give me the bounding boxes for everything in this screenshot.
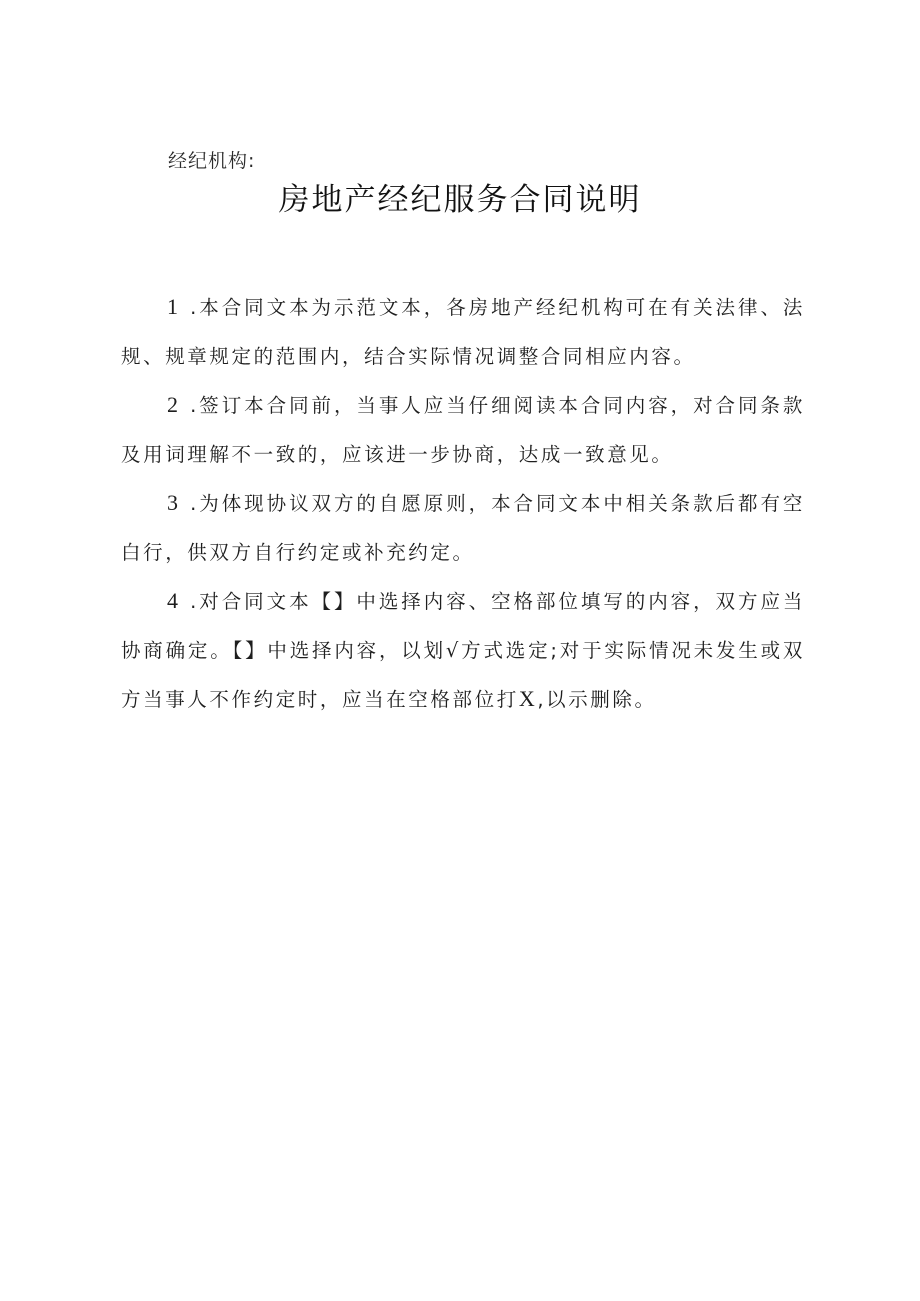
clause-4 (121, 577, 805, 725)
clause-text: .签订本合同前，当事人应当仔细阅读本合同内容，对合同条款及用词理解不一致的，应该进一步协商，达成一致意见。 (121, 394, 805, 466)
clause-3 (121, 479, 805, 577)
clause-text-end: ,以示删除。 (537, 688, 657, 711)
clause-2 (121, 381, 805, 479)
clause-list (121, 283, 805, 725)
clause-text: .本合同文本为示范文本，各房地产经纪机构可在有关法律、法规、规章规定的范围内，结合实际情况调整合同相应内容。 (121, 296, 805, 368)
clause-number: 4 (167, 588, 181, 613)
agency-label: 经纪机构: (168, 150, 256, 172)
clause-1 (121, 283, 805, 381)
clause-number: 1 (167, 294, 181, 319)
clause-number: 3 (167, 490, 181, 515)
page-title: 房地产经纪服务合同说明 (278, 182, 642, 218)
clause-text: .对合同文本【】中选择内容、空格部位填写的内容，双方应当协商确定。【】中选择内容，以划√方式选定;对于实际情况未发生或双方当事人不作约定时，应当在空格部位打 (121, 590, 805, 711)
clause-text: .为体现协议双方的自愿原则，本合同文本中相关条款后都有空白行，供双方自行约定或补充约定。 (121, 492, 805, 564)
clause-number: 2 (167, 392, 181, 417)
delete-mark-x: X (518, 686, 538, 711)
